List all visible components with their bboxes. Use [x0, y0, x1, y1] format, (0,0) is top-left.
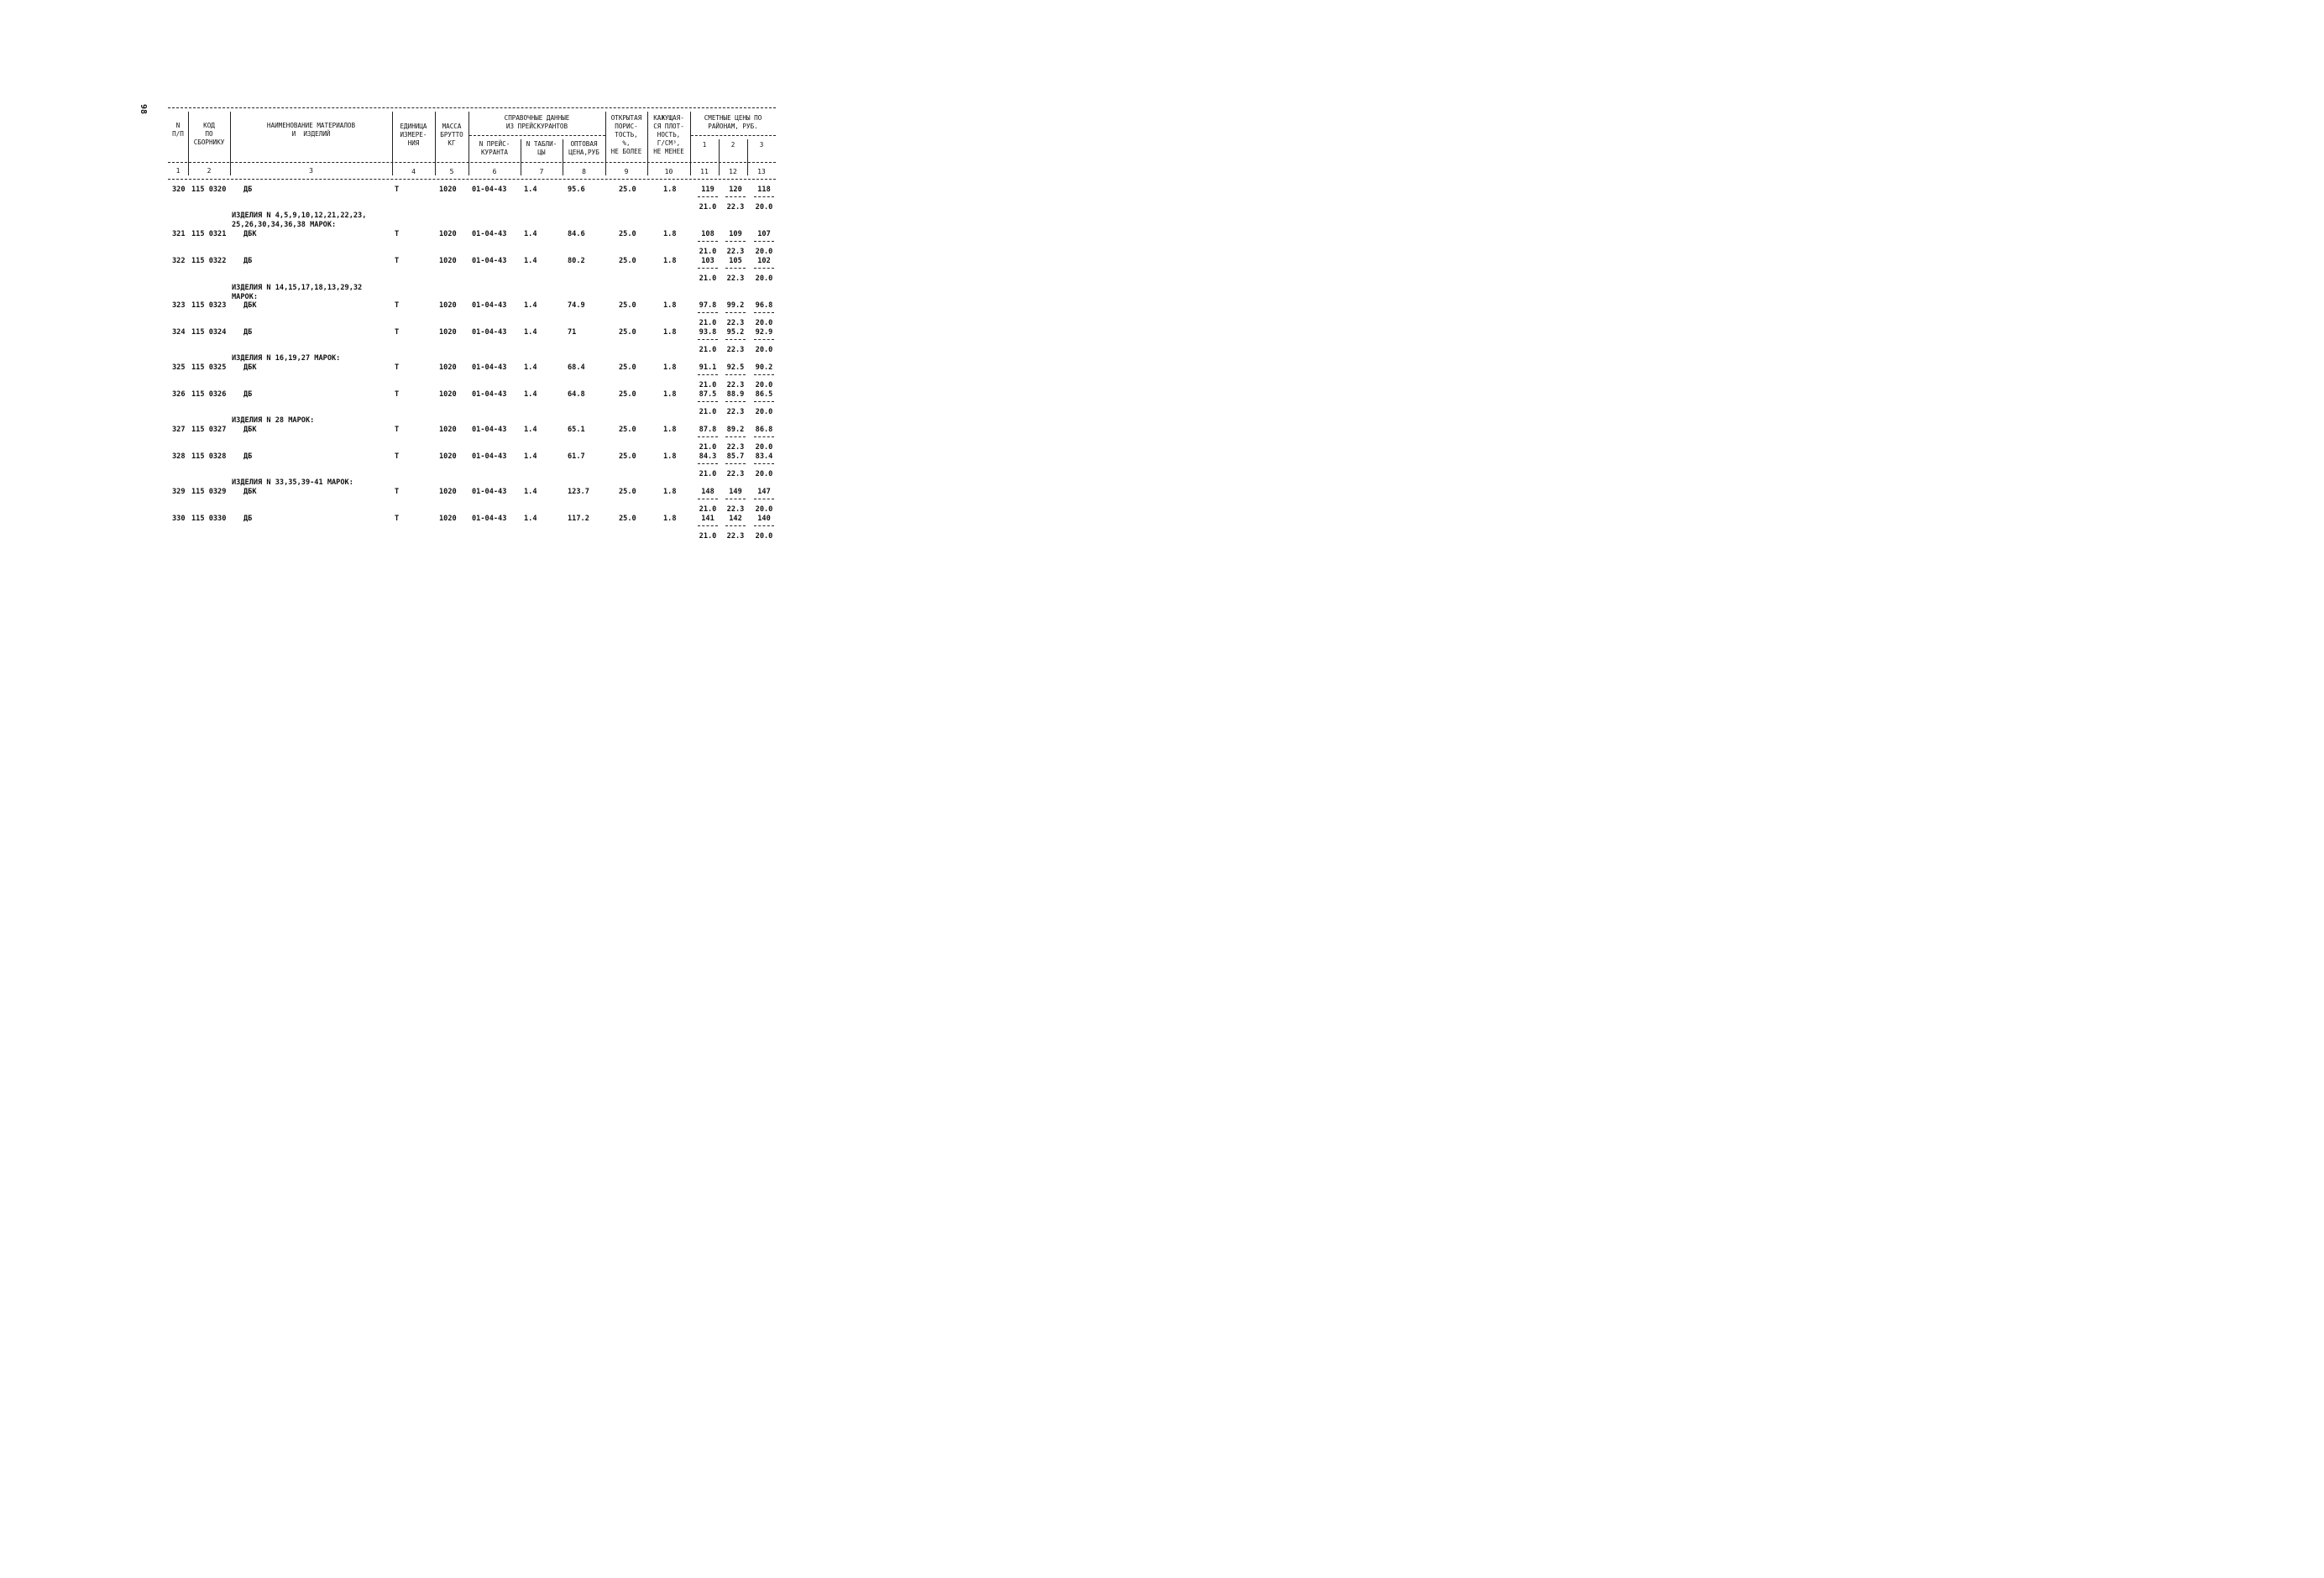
row-name: ДБК	[243, 230, 257, 238]
row-wholesale-price: 71	[568, 328, 577, 337]
fraction-line	[725, 312, 746, 313]
table-row	[0, 230, 860, 240]
row-porosity: 25.0	[619, 426, 636, 434]
fraction-line	[725, 401, 746, 402]
row-price-region-1: 91.1	[699, 363, 717, 372]
row-unit: Т	[395, 301, 400, 310]
row-density: 1.8	[663, 230, 677, 238]
row-code: 115 0326	[191, 390, 227, 399]
row-table-number: 1.4	[524, 301, 537, 310]
fraction-line	[754, 312, 774, 313]
row-price-region-1: 108	[701, 230, 714, 238]
group-caption: ИЗДЕЛИЯ N 33,35,39-41 МАРОК:	[232, 478, 353, 487]
row-price-region-3: 86.5	[755, 390, 773, 399]
group-caption: ИЗДЕЛИЯ N 28 МАРОК:	[232, 416, 315, 425]
row-number: 329	[172, 488, 186, 496]
row-sub-price-region-1: 21.0	[699, 274, 717, 283]
header-unit: ЕДИНИЦА ИЗМЕРЕ- НИЯ	[400, 123, 427, 147]
fraction-line	[754, 436, 774, 437]
row-price-region-3: 140	[757, 515, 771, 523]
header-name: НАИМЕНОВАНИЕ МАТЕРИАЛОВ И ИЗДЕЛИЙ	[266, 122, 356, 138]
row-sub-price-region-2: 22.3	[726, 443, 745, 452]
row-sub-price-region-1: 21.0	[699, 532, 717, 541]
row-price-region-2: 109	[729, 230, 742, 238]
table-row	[0, 363, 860, 374]
row-price-region-3: 102	[757, 257, 771, 265]
row-pricelist: 01-04-43	[472, 230, 507, 238]
header-region-2: 2	[730, 141, 735, 149]
row-density: 1.8	[663, 452, 677, 461]
row-name: ДБ	[243, 515, 253, 523]
fraction-line	[698, 401, 718, 402]
row-sub-price-region-1: 21.0	[699, 470, 717, 478]
fraction-line	[725, 436, 746, 437]
row-density: 1.8	[663, 328, 677, 337]
row-number: 328	[172, 452, 186, 461]
row-code: 115 0324	[191, 328, 227, 337]
row-table-number: 1.4	[524, 426, 537, 434]
column-number: 1	[175, 167, 181, 175]
row-porosity: 25.0	[619, 230, 636, 238]
table-row	[0, 390, 860, 400]
column-numbers-rule	[168, 179, 776, 180]
row-unit: Т	[395, 390, 400, 399]
row-price-region-2: 105	[729, 257, 742, 265]
row-sub-price-region-2: 22.3	[726, 532, 745, 541]
header-code: КОД ПО СБОРНИКУ	[193, 122, 225, 146]
column-number: 5	[449, 168, 454, 175]
row-name: ДБ	[243, 390, 253, 399]
header-density: КАЖУЩАЯ- СЯ ПЛОТ- НОСТЬ, Г/СМ³, НЕ МЕНЕЕ	[653, 114, 684, 155]
row-table-number: 1.4	[524, 230, 537, 238]
fraction-line	[725, 463, 746, 464]
row-price-region-3: 83.4	[755, 452, 773, 461]
row-code: 115 0323	[191, 301, 227, 310]
fraction-line	[698, 268, 718, 269]
fraction-line	[698, 339, 718, 340]
row-number: 320	[172, 185, 186, 194]
row-mass: 1020	[439, 426, 457, 434]
fraction-line	[725, 196, 746, 197]
row-pricelist: 01-04-43	[472, 363, 507, 372]
row-unit: Т	[395, 515, 400, 523]
row-price-region-1: 97.8	[699, 301, 717, 310]
fraction-line	[754, 196, 774, 197]
row-sub-price-region-1: 21.0	[699, 443, 717, 452]
row-porosity: 25.0	[619, 328, 636, 337]
row-code: 115 0329	[191, 488, 227, 496]
fraction-line	[725, 374, 746, 375]
column-number: 9	[624, 168, 629, 175]
row-code: 115 0321	[191, 230, 227, 238]
row-sub-price-region-2: 22.3	[726, 346, 745, 354]
row-price-region-1: 148	[701, 488, 714, 496]
row-price-region-2: 92.5	[726, 363, 745, 372]
row-wholesale-price: 74.9	[568, 301, 585, 310]
row-sub-price-region-3: 20.0	[755, 532, 773, 541]
row-sub-price-region-2: 22.3	[726, 505, 745, 514]
row-code: 115 0327	[191, 426, 227, 434]
header-top-rule	[168, 107, 776, 108]
row-density: 1.8	[663, 301, 677, 310]
row-porosity: 25.0	[619, 515, 636, 523]
table-row	[0, 488, 860, 498]
row-sub-price-region-1: 21.0	[699, 248, 717, 256]
table-row	[0, 328, 860, 338]
row-pricelist: 01-04-43	[472, 488, 507, 496]
row-number: 321	[172, 230, 186, 238]
group-caption: ИЗДЕЛИЯ N 4,5,9,10,12,21,22,23, 25,26,30,34,36,38 МАРОК:	[232, 212, 367, 229]
row-mass: 1020	[439, 185, 457, 194]
row-price-region-2: 120	[729, 185, 742, 194]
header-region-1: 1	[702, 141, 707, 149]
row-porosity: 25.0	[619, 185, 636, 194]
row-unit: Т	[395, 488, 400, 496]
fraction-line	[754, 374, 774, 375]
row-name: ДБК	[243, 301, 257, 310]
row-code: 115 0320	[191, 185, 227, 194]
row-price-region-3: 118	[757, 185, 771, 194]
fraction-line	[725, 339, 746, 340]
fraction-line	[698, 312, 718, 313]
table-row	[0, 257, 860, 267]
column-number: 10	[664, 168, 673, 175]
row-number: 324	[172, 328, 186, 337]
row-number: 330	[172, 515, 186, 523]
header-reference-data: СПРАВОЧНЫЕ ДАННЫЕ ИЗ ПРЕЙСКУРАНТОВ	[504, 114, 570, 130]
fraction-line	[725, 268, 746, 269]
group-caption: ИЗДЕЛИЯ N 16,19,27 МАРОК:	[232, 354, 341, 363]
row-sub-price-region-1: 21.0	[699, 319, 717, 327]
row-wholesale-price: 117.2	[568, 515, 589, 523]
row-sub-price-region-3: 20.0	[755, 408, 773, 416]
column-number: 8	[582, 168, 586, 175]
table-row	[0, 301, 860, 311]
row-pricelist: 01-04-43	[472, 185, 507, 194]
row-sub-price-region-2: 22.3	[726, 248, 745, 256]
row-unit: Т	[395, 230, 400, 238]
row-sub-price-region-2: 22.3	[726, 381, 745, 389]
row-sub-price-region-2: 22.3	[726, 274, 745, 283]
row-name: ДБК	[243, 363, 257, 372]
row-number: 322	[172, 257, 186, 265]
fraction-line	[754, 339, 774, 340]
row-unit: Т	[395, 426, 400, 434]
row-sub-price-region-3: 20.0	[755, 443, 773, 452]
row-mass: 1020	[439, 515, 457, 523]
row-density: 1.8	[663, 515, 677, 523]
row-price-region-2: 149	[729, 488, 742, 496]
fraction-line	[698, 241, 718, 242]
row-sub-price-region-2: 22.3	[726, 408, 745, 416]
row-price-region-3: 92.9	[755, 328, 773, 337]
header-table: N ТАБЛИ- ЦЫ	[526, 140, 557, 156]
column-number: 4	[411, 168, 416, 175]
row-sub-price-region-3: 20.0	[755, 203, 773, 212]
row-sub-price-region-1: 21.0	[699, 346, 717, 354]
header-num: N П/П	[172, 122, 184, 138]
row-name: ДБ	[243, 185, 253, 194]
fraction-line	[698, 436, 718, 437]
row-mass: 1020	[439, 257, 457, 265]
row-density: 1.8	[663, 488, 677, 496]
header-wholesale-price: ОПТОВАЯ ЦЕНА,РУБ	[568, 140, 599, 156]
row-wholesale-price: 68.4	[568, 363, 585, 372]
row-name: ДБ	[243, 452, 253, 461]
row-price-region-2: 95.2	[726, 328, 745, 337]
row-price-region-1: 103	[701, 257, 714, 265]
row-name: ДБК	[243, 426, 257, 434]
row-unit: Т	[395, 185, 400, 194]
row-table-number: 1.4	[524, 257, 537, 265]
row-porosity: 25.0	[619, 301, 636, 310]
column-number: 2	[207, 167, 212, 175]
row-sub-price-region-2: 22.3	[726, 203, 745, 212]
row-number: 327	[172, 426, 186, 434]
row-price-region-2: 88.9	[726, 390, 745, 399]
row-density: 1.8	[663, 363, 677, 372]
row-pricelist: 01-04-43	[472, 301, 507, 310]
row-table-number: 1.4	[524, 328, 537, 337]
row-price-region-1: 119	[701, 185, 714, 194]
row-sub-price-region-3: 20.0	[755, 274, 773, 283]
row-density: 1.8	[663, 426, 677, 434]
row-wholesale-price: 84.6	[568, 230, 585, 238]
row-unit: Т	[395, 363, 400, 372]
table-row	[0, 515, 860, 525]
fraction-line	[698, 525, 718, 526]
fraction-line	[725, 241, 746, 242]
fraction-line	[754, 401, 774, 402]
row-sub-price-region-3: 20.0	[755, 505, 773, 514]
row-porosity: 25.0	[619, 452, 636, 461]
row-pricelist: 01-04-43	[472, 328, 507, 337]
row-pricelist: 01-04-43	[472, 257, 507, 265]
page-number: 98	[139, 104, 148, 115]
row-mass: 1020	[439, 328, 457, 337]
column-number: 3	[309, 167, 313, 175]
row-sub-price-region-1: 21.0	[699, 203, 717, 212]
row-price-region-3: 147	[757, 488, 771, 496]
table-row	[0, 452, 860, 462]
row-porosity: 25.0	[619, 257, 636, 265]
row-pricelist: 01-04-43	[472, 515, 507, 523]
row-sub-price-region-1: 21.0	[699, 381, 717, 389]
header-region-3: 3	[759, 141, 764, 149]
row-price-region-2: 85.7	[726, 452, 745, 461]
row-sub-price-region-3: 20.0	[755, 248, 773, 256]
row-sub-price-region-3: 20.0	[755, 346, 773, 354]
row-wholesale-price: 65.1	[568, 426, 585, 434]
row-number: 325	[172, 363, 186, 372]
row-mass: 1020	[439, 390, 457, 399]
row-mass: 1020	[439, 488, 457, 496]
row-price-region-3: 90.2	[755, 363, 773, 372]
fraction-line	[754, 525, 774, 526]
row-pricelist: 01-04-43	[472, 426, 507, 434]
header-mass: МАССА БРУТТО КГ	[440, 123, 463, 147]
row-sub-price-region-2: 22.3	[726, 470, 745, 478]
fraction-line	[725, 525, 746, 526]
row-porosity: 25.0	[619, 390, 636, 399]
row-table-number: 1.4	[524, 185, 537, 194]
row-number: 326	[172, 390, 186, 399]
fraction-line	[754, 268, 774, 269]
column-number: 13	[757, 168, 766, 175]
row-price-region-3: 86.8	[755, 426, 773, 434]
row-name: ДБК	[243, 488, 257, 496]
row-code: 115 0325	[191, 363, 227, 372]
row-density: 1.8	[663, 390, 677, 399]
row-mass: 1020	[439, 452, 457, 461]
row-name: ДБ	[243, 328, 253, 337]
row-price-region-1: 87.8	[699, 426, 717, 434]
row-table-number: 1.4	[524, 363, 537, 372]
column-number: 11	[700, 168, 709, 175]
row-number: 323	[172, 301, 186, 310]
fraction-line	[698, 463, 718, 464]
header-pricelist: N ПРЕЙС- КУРАНТА	[479, 140, 510, 156]
row-code: 115 0330	[191, 515, 227, 523]
row-density: 1.8	[663, 257, 677, 265]
fraction-line	[754, 241, 774, 242]
column-number: 6	[492, 168, 497, 175]
row-wholesale-price: 123.7	[568, 488, 589, 496]
row-price-region-1: 141	[701, 515, 714, 523]
row-unit: Т	[395, 257, 400, 265]
fraction-line	[754, 463, 774, 464]
row-wholesale-price: 80.2	[568, 257, 585, 265]
row-mass: 1020	[439, 301, 457, 310]
row-wholesale-price: 95.6	[568, 185, 585, 194]
row-price-region-1: 93.8	[699, 328, 717, 337]
row-price-region-2: 142	[729, 515, 742, 523]
row-porosity: 25.0	[619, 488, 636, 496]
fraction-line	[698, 374, 718, 375]
row-sub-price-region-3: 20.0	[755, 319, 773, 327]
row-unit: Т	[395, 328, 400, 337]
row-table-number: 1.4	[524, 488, 537, 496]
row-sub-price-region-3: 20.0	[755, 470, 773, 478]
column-number: 12	[729, 168, 737, 175]
table-row	[0, 185, 860, 196]
row-price-region-3: 96.8	[755, 301, 773, 310]
row-price-region-1: 84.3	[699, 452, 717, 461]
row-code: 115 0322	[191, 257, 227, 265]
row-unit: Т	[395, 452, 400, 461]
row-mass: 1020	[439, 363, 457, 372]
header-estimated-prices: СМЕТНЫЕ ЦЕНЫ ПО РАЙОНАМ, РУБ.	[704, 114, 762, 130]
header-bottom-rule	[168, 162, 776, 163]
row-sub-price-region-3: 20.0	[755, 381, 773, 389]
row-wholesale-price: 64.8	[568, 390, 585, 399]
header-porosity: ОТКРЫТАЯ ПОРИС- ТОСТЬ, %, НЕ БОЛЕЕ	[610, 114, 642, 155]
row-porosity: 25.0	[619, 363, 636, 372]
row-price-region-2: 89.2	[726, 426, 745, 434]
group-caption: ИЗДЕЛИЯ N 14,15,17,18,13,29,32 МАРОК:	[232, 284, 363, 301]
column-number: 7	[539, 168, 544, 175]
row-price-region-3: 107	[757, 230, 771, 238]
row-price-region-1: 87.5	[699, 390, 717, 399]
fraction-line	[698, 196, 718, 197]
row-pricelist: 01-04-43	[472, 390, 507, 399]
row-sub-price-region-1: 21.0	[699, 408, 717, 416]
row-density: 1.8	[663, 185, 677, 194]
table-row	[0, 426, 860, 436]
row-table-number: 1.4	[524, 515, 537, 523]
row-name: ДБ	[243, 257, 253, 265]
row-pricelist: 01-04-43	[472, 452, 507, 461]
row-mass: 1020	[439, 230, 457, 238]
row-table-number: 1.4	[524, 452, 537, 461]
row-price-region-2: 99.2	[726, 301, 745, 310]
row-wholesale-price: 61.7	[568, 452, 585, 461]
row-sub-price-region-1: 21.0	[699, 505, 717, 514]
row-table-number: 1.4	[524, 390, 537, 399]
row-code: 115 0328	[191, 452, 227, 461]
row-sub-price-region-2: 22.3	[726, 319, 745, 327]
